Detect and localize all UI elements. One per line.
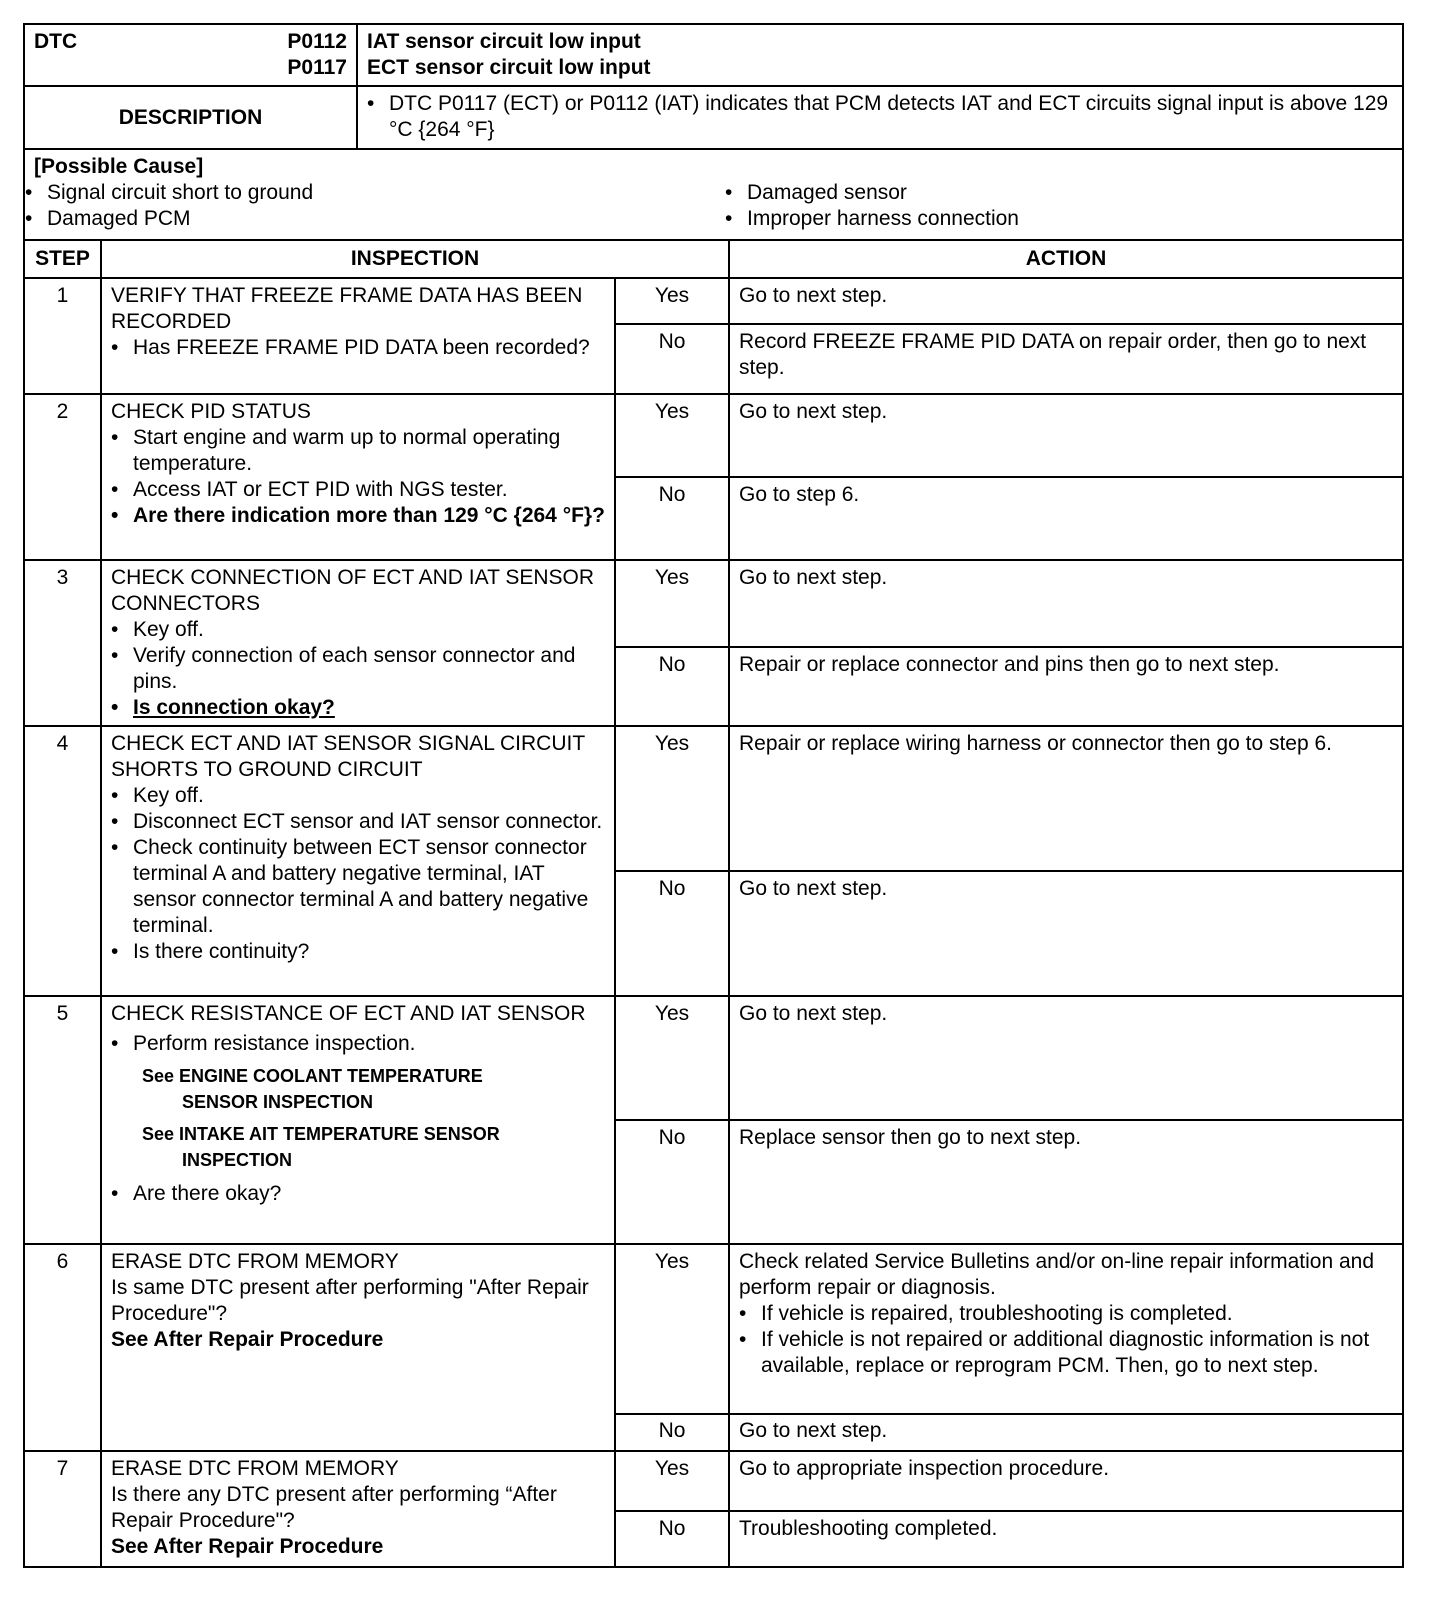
- reference-link[interactable]: [142, 1063, 605, 1115]
- dtc-header-row: [24, 24, 1403, 86]
- action-yes: Check related Service Bulletins and/or on-line repair information and perform repair or diagnosis.: [739, 1250, 1375, 1299]
- col-action: ACTION: [729, 240, 1403, 278]
- action-yes: Go to next step.: [729, 278, 1403, 324]
- column-header-row: [24, 240, 1403, 278]
- action-no: Repair or replace connector and pins then go to next step.: [729, 647, 1403, 726]
- step-number: 3: [24, 560, 101, 726]
- reference-text: INSPECTION: [182, 1150, 293, 1170]
- cause-list-left: [16, 180, 716, 232]
- step-title: ERASE DTC FROM MEMORY: [111, 1457, 399, 1480]
- step-title: CHECK PID STATUS: [111, 400, 311, 423]
- cause-item: • Damaged PCM: [16, 206, 716, 232]
- cause-list-right: [716, 180, 1019, 232]
- action-item: • If vehicle is repaired, troubleshooting is completed.: [730, 1301, 1393, 1327]
- inspection-cell: [101, 394, 615, 560]
- inspection-item: • Verify connection of each sensor connector and pins.: [102, 643, 605, 695]
- step-number: 6: [24, 1244, 101, 1451]
- inspection-cell: [101, 1451, 615, 1567]
- description-text: • DTC P0117 (ECT) or P0112 (IAT) indicates that PCM detects IAT and ECT circuits signal input is above 129 °C {264 °F}: [358, 91, 1393, 143]
- table-row: [24, 278, 1403, 324]
- reference-text: SENSOR INSPECTION: [182, 1092, 374, 1112]
- table-row: [24, 1244, 1403, 1414]
- inspection-question: • Are there indication more than 129 °C {264 °F}?: [102, 503, 605, 529]
- action-yes: Go to next step.: [729, 996, 1403, 1120]
- step-number: 2: [24, 394, 101, 560]
- reference-text: See INTAKE AIT TEMPERATURE SENSOR: [142, 1124, 500, 1144]
- inspection-cell: [101, 996, 615, 1244]
- table-row: [24, 996, 1403, 1120]
- col-inspection: INSPECTION: [101, 240, 729, 278]
- table-row: [24, 560, 1403, 647]
- inspection-item: • Has FREEZE FRAME PID DATA been recorded?: [102, 335, 605, 361]
- answer-yes: Yes: [615, 560, 729, 647]
- answer-yes: Yes: [615, 1451, 729, 1511]
- inspection-item: • Check continuity between ECT sensor connector terminal A and battery negative terminal, IAT sensor connector terminal A and battery negative terminal.: [102, 835, 605, 939]
- reference-link[interactable]: See After Repair Procedure: [111, 1535, 384, 1558]
- answer-yes: Yes: [615, 394, 729, 477]
- answer-yes: Yes: [615, 996, 729, 1120]
- step-title: CHECK ECT AND IAT SENSOR SIGNAL CIRCUIT SHORTS TO GROUND CIRCUIT: [111, 732, 585, 781]
- description-row: [24, 86, 1403, 149]
- answer-yes: Yes: [615, 1244, 729, 1414]
- step-title: CHECK RESISTANCE OF ECT AND IAT SENSOR: [111, 1002, 586, 1025]
- description-cell: [357, 86, 1403, 149]
- dtc-title: ECT sensor circuit low input: [367, 56, 651, 79]
- inspection-cell: [101, 278, 615, 394]
- diagnostic-sheet: [23, 23, 1402, 1568]
- dtc-title-cell: [357, 24, 1403, 86]
- inspection-item: • Key off.: [102, 783, 605, 809]
- inspection-cell: [101, 726, 615, 996]
- step-number: 5: [24, 996, 101, 1244]
- action-yes: Repair or replace wiring harness or connector then go to step 6.: [729, 726, 1403, 871]
- inspection-item: • Start engine and warm up to normal operating temperature.: [102, 425, 605, 477]
- cause-item: • Improper harness connection: [716, 206, 1019, 232]
- dtc-code: P0117: [287, 56, 347, 79]
- possible-cause-cell: [24, 149, 1403, 240]
- possible-cause-label: [Possible Cause]: [34, 155, 204, 178]
- inspection-cell: [101, 560, 615, 726]
- cause-item: • Damaged sensor: [716, 180, 1019, 206]
- inspection-question: • Is connection okay?: [102, 695, 605, 721]
- answer-no: No: [615, 477, 729, 560]
- action-yes: Go to next step.: [729, 394, 1403, 477]
- description-label: DESCRIPTION: [24, 86, 357, 149]
- inspection-item: • Perform resistance inspection.: [102, 1031, 605, 1057]
- answer-no: No: [615, 1120, 729, 1244]
- table-row: [24, 394, 1403, 477]
- reference-text: See ENGINE COOLANT TEMPERATURE: [142, 1066, 483, 1086]
- step-title: VERIFY THAT FREEZE FRAME DATA HAS BEEN RECORDED: [111, 284, 583, 333]
- inspection-item: • Is there continuity?: [102, 939, 605, 965]
- dtc-label: DTC: [34, 30, 78, 53]
- action-no: Record FREEZE FRAME PID DATA on repair order, then go to next step.: [729, 324, 1403, 394]
- step-title: ERASE DTC FROM MEMORY: [111, 1250, 399, 1273]
- inspection-item: • Key off.: [102, 617, 605, 643]
- step-number: 1: [24, 278, 101, 394]
- col-step: STEP: [24, 240, 101, 278]
- inspection-item: • Are there okay?: [102, 1181, 605, 1207]
- inspection-item: • Disconnect ECT sensor and IAT sensor connector.: [102, 809, 605, 835]
- dtc-table: [23, 23, 1404, 1568]
- table-row: [24, 726, 1403, 871]
- step-number: 7: [24, 1451, 101, 1567]
- action-no: Go to next step.: [729, 871, 1403, 996]
- answer-no: No: [615, 1511, 729, 1567]
- action-item: • If vehicle is not repaired or additional diagnostic information is not available, replace or reprogram PCM. Then, go to next step.: [730, 1327, 1393, 1379]
- table-row: [24, 1451, 1403, 1511]
- answer-yes: Yes: [615, 278, 729, 324]
- reference-link[interactable]: [142, 1121, 605, 1173]
- action-no: Go to next step.: [729, 1414, 1403, 1451]
- action-no: Replace sensor then go to next step.: [729, 1120, 1403, 1244]
- answer-no: No: [615, 324, 729, 394]
- dtc-code-cell: [24, 24, 357, 86]
- reference-link[interactable]: See After Repair Procedure: [111, 1328, 384, 1351]
- dtc-title: IAT sensor circuit low input: [367, 30, 641, 53]
- inspection-text: Is same DTC present after performing "After Repair Procedure"?: [111, 1276, 589, 1325]
- inspection-text: Is there any DTC present after performing “After Repair Procedure"?: [111, 1483, 557, 1532]
- action-no: Go to step 6.: [729, 477, 1403, 560]
- dtc-code: P0112: [287, 30, 347, 53]
- action-yes: Go to next step.: [729, 560, 1403, 647]
- answer-no: No: [615, 1414, 729, 1451]
- action-yes: Go to appropriate inspection procedure.: [729, 1451, 1403, 1511]
- answer-yes: Yes: [615, 726, 729, 871]
- inspection-item: • Access IAT or ECT PID with NGS tester.: [102, 477, 605, 503]
- possible-cause-row: [24, 149, 1403, 240]
- inspection-cell: [101, 1244, 615, 1451]
- answer-no: No: [615, 647, 729, 726]
- action-no: Troubleshooting completed.: [729, 1511, 1403, 1567]
- cause-item: • Signal circuit short to ground: [16, 180, 716, 206]
- step-number: 4: [24, 726, 101, 996]
- action-yes-cell: [729, 1244, 1403, 1414]
- step-title: CHECK CONNECTION OF ECT AND IAT SENSOR CONNECTORS: [111, 566, 595, 615]
- answer-no: No: [615, 871, 729, 996]
